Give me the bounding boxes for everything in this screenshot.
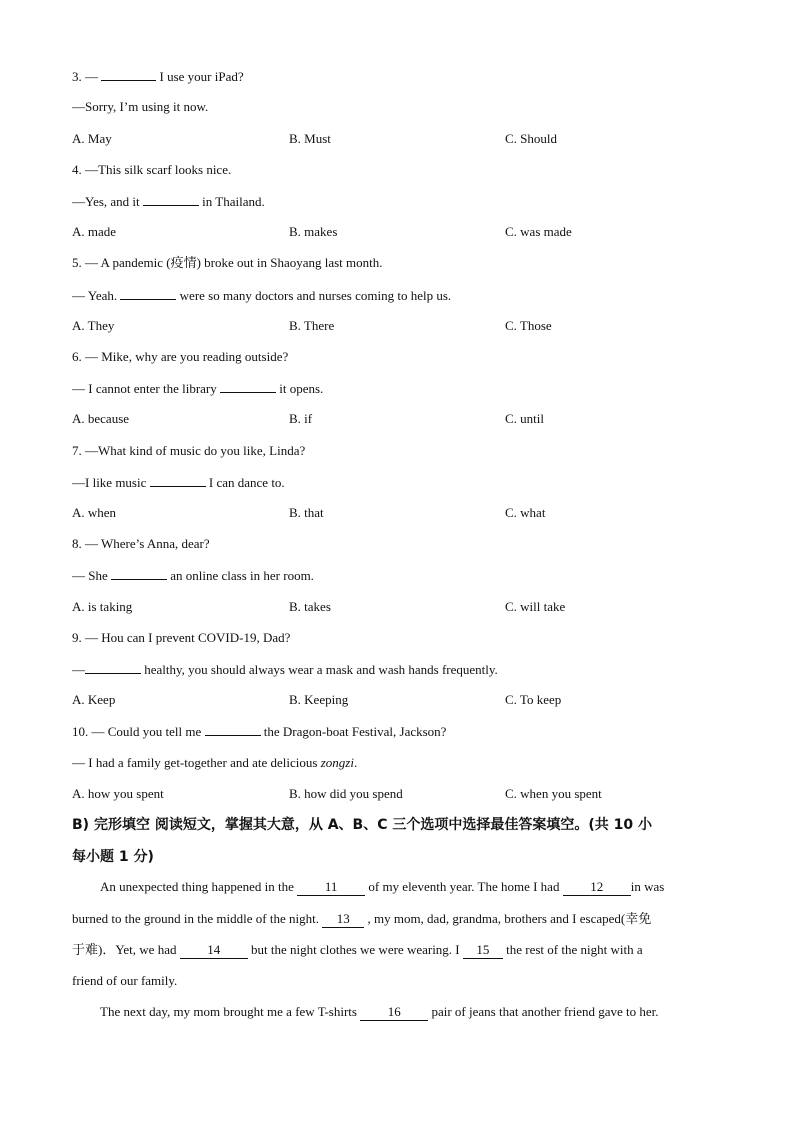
- answer-blank: [85, 661, 141, 674]
- reply-text: —: [72, 662, 85, 677]
- option-b: B. that: [289, 505, 324, 520]
- answer-blank: [120, 287, 176, 300]
- reply-text: .: [353, 755, 358, 770]
- stem-text: —This silk scarf looks nice.: [85, 162, 232, 177]
- answer-blank: [111, 567, 167, 580]
- passage-text: The next day, my mom brought me a few T-shirts: [100, 1004, 361, 1019]
- reply-text: — I had a family get-together and ate delicious: [72, 755, 321, 770]
- question-7-stem: [72, 443, 305, 459]
- cloze-blank-13: 13: [322, 911, 364, 928]
- reply-italic-word: zongzi: [320, 755, 354, 770]
- question-8-stem: [72, 536, 210, 552]
- option-c: C. what: [505, 505, 546, 520]
- passage-text: in was: [630, 879, 665, 894]
- option-b: B. makes: [289, 224, 338, 239]
- stem-text: —: [85, 69, 102, 84]
- question-7-reply: [72, 474, 285, 491]
- question-9-stem: [72, 630, 290, 646]
- option-a: A. made: [72, 224, 117, 239]
- option-a: A. They: [72, 318, 115, 333]
- question-number: 3.: [72, 69, 82, 84]
- stem-text: — Mike, why are you reading outside?: [85, 349, 289, 364]
- stem-text: I use your iPad?: [156, 69, 244, 84]
- option-a: A. how you spent: [72, 786, 164, 801]
- cloze-blank-16: 16: [360, 1004, 428, 1021]
- answer-blank: [101, 68, 156, 81]
- passage-text: of my eleventh year. The home I had: [365, 879, 563, 894]
- question-9-reply: [72, 661, 498, 678]
- passage-line: [72, 911, 722, 928]
- passage-text: , my mom, dad, grandma, brothers and I escaped(幸免: [364, 911, 652, 926]
- question-5-stem: [72, 255, 383, 271]
- question-10-stem: [72, 723, 446, 740]
- reply-text: healthy, you should always wear a mask and wash hands frequently.: [141, 662, 498, 677]
- option-c: C. until: [505, 411, 545, 426]
- question-4-stem: [72, 162, 231, 178]
- passage-text: 于难)．Yet, we had: [72, 942, 180, 957]
- question-8-reply: [72, 567, 314, 584]
- question-3-stem: [72, 68, 244, 85]
- stem-text: — Hou can I prevent COVID-19, Dad?: [85, 630, 291, 645]
- option-c: C. when you spent: [505, 786, 602, 801]
- option-b: B. There: [289, 318, 335, 333]
- option-a: A. because: [72, 411, 130, 426]
- stem-text: the Dragon-boat Festival, Jackson?: [260, 724, 447, 739]
- reply-text: an online class in her room.: [167, 568, 314, 583]
- section-b-heading: B) 完形填空 阅读短文，掌握其大意，从 A、B、C 三个选项中选择最佳答案填空。(共 10 小: [72, 817, 652, 833]
- option-c: C. To keep: [505, 692, 562, 707]
- option-c: C. Should: [505, 131, 558, 146]
- reply-text: were so many doctors and nurses coming to help us.: [176, 288, 452, 303]
- passage-text: An unexpected thing happened in the: [100, 879, 298, 894]
- passage-line: [72, 879, 750, 896]
- question-number: 4.: [72, 162, 82, 177]
- question-4-reply: [72, 193, 265, 210]
- reply-text: —Yes, and it: [72, 194, 143, 209]
- stem-text: — A pandemic (疫情) broke out in Shaoyang last month.: [85, 255, 383, 270]
- cloze-blank-15: 15: [463, 942, 503, 959]
- question-number: 7.: [72, 443, 82, 458]
- stem-text: — Where’s Anna, dear?: [85, 536, 210, 551]
- stem-text: — Could you tell me: [91, 724, 205, 739]
- answer-blank: [143, 193, 199, 206]
- stem-text: —What kind of music do you like, Linda?: [85, 443, 306, 458]
- question-number: 10.: [72, 724, 89, 739]
- question-number: 8.: [72, 536, 82, 551]
- passage-line: [72, 942, 722, 959]
- option-a: A. Keep: [72, 692, 116, 707]
- passage-text: the rest of the night with a: [502, 942, 643, 957]
- reply-text: — Yeah.: [72, 288, 121, 303]
- reply-text: — She: [72, 568, 111, 583]
- question-3-reply: —Sorry, I’m using it now.: [72, 99, 209, 114]
- option-a: A. when: [72, 505, 117, 520]
- option-a: A. is taking: [72, 599, 133, 614]
- passage-text: pair of jeans that another friend gave to her.: [428, 1004, 659, 1019]
- answer-blank: [205, 723, 261, 736]
- question-6-reply: [72, 380, 323, 397]
- section-b-heading-cont: 每小题 1 分): [72, 849, 154, 865]
- question-6-stem: [72, 349, 288, 365]
- option-b: B. Must: [289, 131, 331, 146]
- question-5-reply: [72, 287, 451, 304]
- reply-text: in Thailand.: [198, 194, 265, 209]
- answer-blank: [220, 380, 276, 393]
- option-b: B. takes: [289, 599, 331, 614]
- cloze-blank-12: 12: [563, 879, 631, 896]
- reply-text: I can dance to.: [205, 475, 285, 490]
- reply-text: it opens.: [276, 381, 324, 396]
- reply-text: — I cannot enter the library: [72, 381, 220, 396]
- question-number: 9.: [72, 630, 82, 645]
- option-b: B. Keeping: [289, 692, 349, 707]
- option-c: C. Those: [505, 318, 552, 333]
- option-a: A. May: [72, 131, 112, 146]
- option-b: B. how did you spend: [289, 786, 403, 801]
- question-10-reply: [72, 755, 357, 771]
- passage-line: [72, 1004, 750, 1021]
- option-c: C. was made: [505, 224, 572, 239]
- cloze-blank-11: 11: [297, 879, 365, 896]
- option-c: C. will take: [505, 599, 566, 614]
- answer-blank: [150, 474, 206, 487]
- question-number: 5.: [72, 255, 82, 270]
- question-number: 6.: [72, 349, 82, 364]
- reply-text: —I like music: [72, 475, 150, 490]
- passage-line: friend of our family.: [72, 973, 178, 988]
- option-b: B. if: [289, 411, 313, 426]
- cloze-blank-14: 14: [180, 942, 248, 959]
- passage-text: burned to the ground in the middle of the night.: [72, 911, 323, 926]
- passage-text: but the night clothes we were wearing. I: [247, 942, 463, 957]
